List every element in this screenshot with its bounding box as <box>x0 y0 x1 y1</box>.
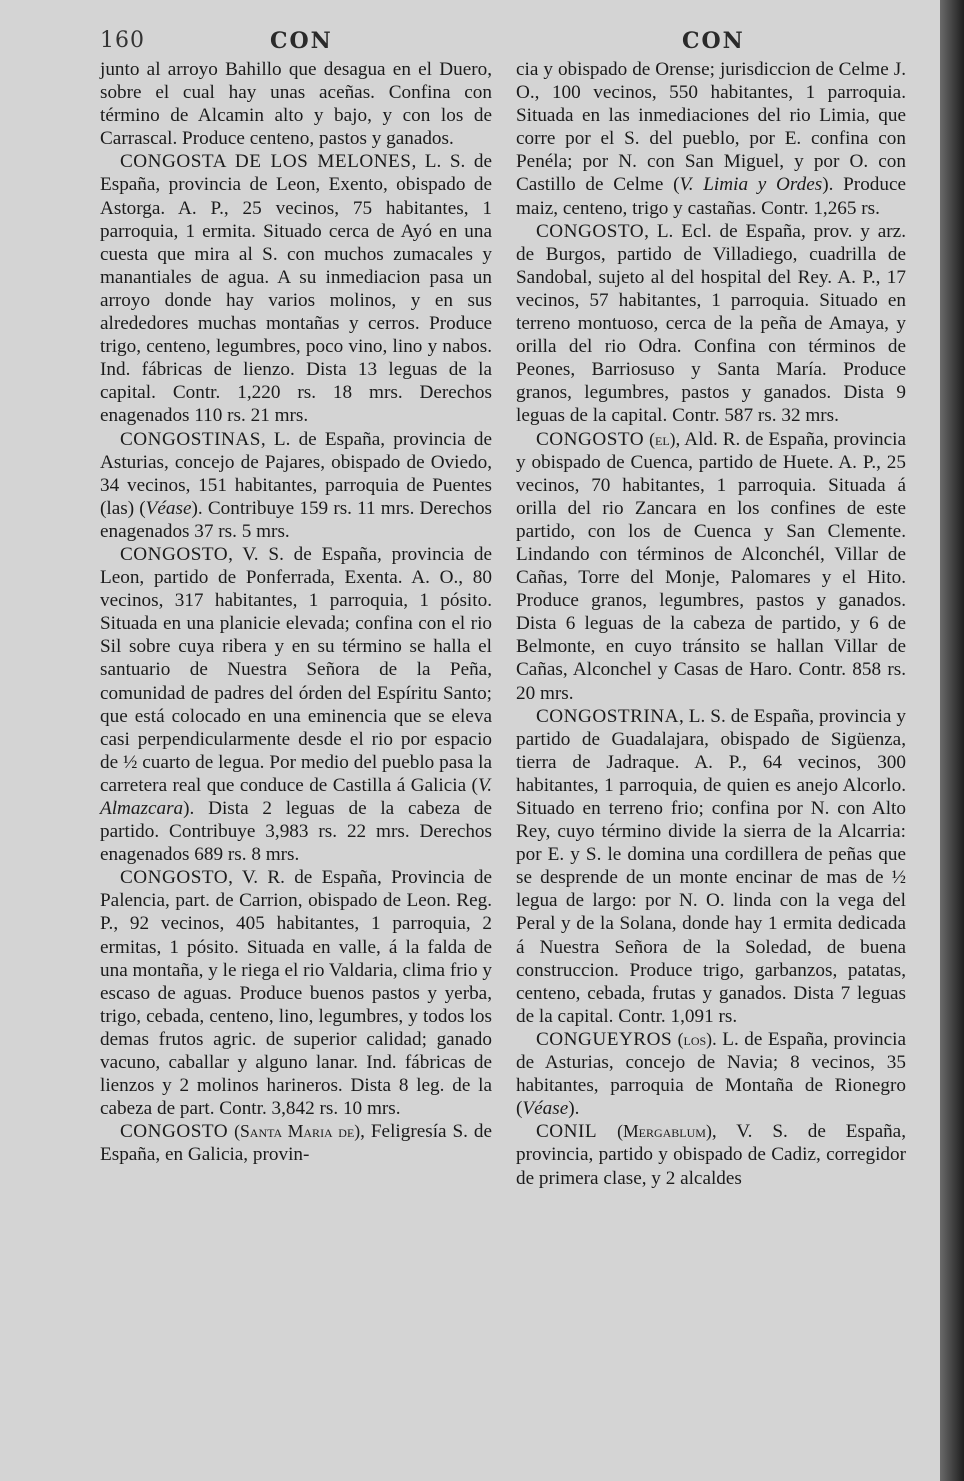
running-head-right: CON <box>682 28 745 54</box>
entry-congueyros <box>516 1028 906 1120</box>
entry-body: , L. Ecl. de España, prov. y arz. de Burgos, partido de Villadiego, cuadrilla de Sandobal, sujeto al del hospital del Rey. A. P., 17 vecinos, 57 habitantes, 1 parroquia. Situado en terreno montuoso, cerca de la peña de Amaya, y orilla del rio Odra. Confina con términos de Peones, Barriosuso y Santa María. Produce granos, legumbres, pastos y ganados. Dista 9 leguas de la capital. Contr. 587 rs. 32 mrs. <box>516 220 906 427</box>
entry-body-end: ). Contribuye 159 rs. 11 mrs. Derechos enagenados 37 rs. 5 mrs. <box>100 497 493 542</box>
page-number: 160 <box>100 28 145 53</box>
cross-reference: V. Almazcara <box>100 774 492 819</box>
entry-body: , Feligresía S. de España, en Galicia, provin- <box>100 1121 492 1166</box>
page-edge-shadow <box>940 0 964 1481</box>
headword: CONGOSTRINA <box>536 705 680 727</box>
headword: CONGOSTINAS <box>120 428 261 450</box>
entry-body: , L. S. de España, provincia de Leon, Exento, obispado de Astorga. A. P., 25 vecinos, 75 habitantes, 1 parroquia, 1 ermita. Situado cerca de Ayó en una cuesta que mira al S. con muchos zumacales y manantiales de agua. A su inmediacion pasa un arroyo donde hay varios molinos, y en sus alrededores muchas montañas y cerros. Produce trigo, centeno, legumbres, poco vino, lino y nabos. Ind. fábricas de lienzo. Dista 13 leguas de la capital. Contr. 1,220 rs. 18 mrs. Derechos enagenados 110 rs. 21 mrs. <box>100 151 492 427</box>
headword: CONGOSTO <box>536 220 645 242</box>
headword: CONGOSTA DE LOS MELONES <box>120 151 412 173</box>
entry-body-end: ). <box>568 1098 580 1120</box>
entry-congostrina <box>516 705 906 1028</box>
entry-body: cia y obispado de Orense; jurisdiccion de Celme J. O., 100 vecinos, 550 habitantes, 1 parroquia. Situada en las inmediaciones del rio Limia, que corre por el S. del pueblo, por E. confina con Penéla; por N. con San Miguel, y por O. con Castillo de Celme ( <box>516 59 906 196</box>
entry-continuation: junto al arroyo Bahillo que desagua en el Duero, sobre el cual hay unas aceñas. Confina con término de Alcamin alto y bajo, y con los de Carrascal. Produce centeno, pastos y ganados. <box>100 59 492 150</box>
entry-body: , V. S. de España, provincia de Leon, partido de Ponferrada, Exenta. A. O., 80 vecinos, 317 habitantes, 1 parroquia, 1 pósito. Situada en una planicie elevada; confina con el rio Sil sobre cuya ribera y en su término se halla el santuario de Nuestra Señora de la Peña, comunidad de padres del órden del Espíritu Santo; que está colocado en una eminencia que se eleva casi perpendicularmente desde el rio por espacio de ½ cuarto de legua. Por medio del pueblo pasa la carretera real que conduce de Castilla á Galicia ( <box>100 543 492 796</box>
entry-body: , V. R. de España, Provincia de Palencia, part. de Carrion, obispado de Leon. Reg. P., 92 vecinos, 405 habitantes, 1 parroquia, 2 ermitas, 1 pósito. Situada en valle, á la falda de una montaña, y le riega el rio Valdaria, clima frio y escaso de aguas. Produce buenos pastos y yerba, trigo, cebada, centeno, lino, legumbres, y todos los demas frutos agric. de superior calidad; ganado vacuno, caballar y alguno lanar. Ind. fábricas de lienzos y 2 molinos harineros. Dista 8 leg. de la cabeza de part. Contr. 3,842 rs. 10 mrs. <box>100 867 492 1120</box>
entry-congosto-leon <box>100 543 492 866</box>
headword-subtitle: (Santa Maria de) <box>234 1121 361 1142</box>
headword-subtitle: (Mergablum) <box>617 1121 712 1142</box>
entry-body: , L. de España, provincia de Asturias, concejo de Pajares, obispado de Oviedo, 34 vecinos, 151 habitantes, parroquia de Puentes (las) ( <box>100 428 492 519</box>
headword: CONGUEYROS <box>536 1028 673 1050</box>
cross-reference: Véase <box>145 497 192 519</box>
cross-reference: V. Limia y Ordes <box>679 174 823 196</box>
entry-body: . L. de España, provincia de Asturias, concejo de Navia; 8 vecinos, 35 habitantes, parroquia de Montaña de Rionegro ( <box>516 1028 906 1120</box>
headword: CONGOSTO <box>120 1121 229 1143</box>
entry-congosto-santa-maria <box>100 1120 492 1166</box>
entry-congosto-palencia <box>100 866 492 1120</box>
entry-continuation <box>516 58 906 220</box>
entry-body-end: ). Dista 2 leguas de la cabeza de partido. Contribuye 3,983 rs. 22 mrs. Derechos enagenados 689 rs. 8 mrs. <box>100 798 492 866</box>
entry-conil <box>516 1120 906 1189</box>
right-column <box>516 58 906 1190</box>
page-header <box>0 22 940 62</box>
entry-body: , L. S. de España, provincia y partido de Guadalajara, obispado de Sigüenza, tierra de Jadraque. A. P., 64 vecinos, 300 habitantes, 1 parroquia, de quien es anejo Alcorlo. Situado en terreno frio; confina por N. con Alto Rey, cuyo término divide la sierra de la Alcarria: por E. y S. le domina una cordillera de peñas que se desprende de un monte encinar de mas de ½ legua de largo: por N. O. linda con la vega del Peral y de la Solana, donde hay 1 ermita dedicada á Nuestra Señora de la Soledad, de buena construccion. Produce trigo, garbanzos, patatas, centeno, cebada, frutas y ganados. Dista 7 leguas de la capital. Contr. 1,091 rs. <box>516 705 906 1027</box>
cross-reference: Véase <box>522 1098 569 1120</box>
entry-body-end: ). Produce maiz, centeno, trigo y castañas. Contr. 1,265 rs. <box>516 174 907 219</box>
headword: CONIL <box>536 1121 598 1143</box>
entry-congostinas <box>100 428 492 543</box>
entry-body: , V. S. de España, provincia, partido y obispado de Cadiz, corregidor de primera clase, y 2 alcaldes <box>516 1121 906 1189</box>
headword-subtitle: (los) <box>677 1028 713 1049</box>
headword: CONGOSTO <box>536 428 645 450</box>
entry-body: , Ald. R. de España, provincia y obispado de Cuenca, partido de Huete. A. P., 25 vecinos, 70 habitantes, 1 parroquia. Situada á orilla del rio Zancara en los confines de este partido, con los de Cuenca y San Clemente. Lindando con términos de Alconchél, Villar de Cañas, Torre del Monje, Palomares y el Hito. Produce granos, legumbres, pastos y ganados. Dista 6 leguas de la cabeza de partido, y 6 de Belmonte, en cuyo tránsito se hallan Villar de Cañas, Alconchel y Casas de Haro. Contr. 858 rs. 20 mrs. <box>516 428 907 704</box>
entry-congosta-de-los-melones <box>100 150 492 427</box>
headword: CONGOSTO <box>120 867 229 889</box>
entry-congosto-burgos <box>516 220 906 428</box>
running-head-left: CON <box>270 28 333 54</box>
headword-subtitle: (el) <box>649 428 676 449</box>
headword: CONGOSTO <box>120 543 229 565</box>
entry-congosto-el <box>516 428 906 705</box>
left-column <box>100 58 492 1167</box>
